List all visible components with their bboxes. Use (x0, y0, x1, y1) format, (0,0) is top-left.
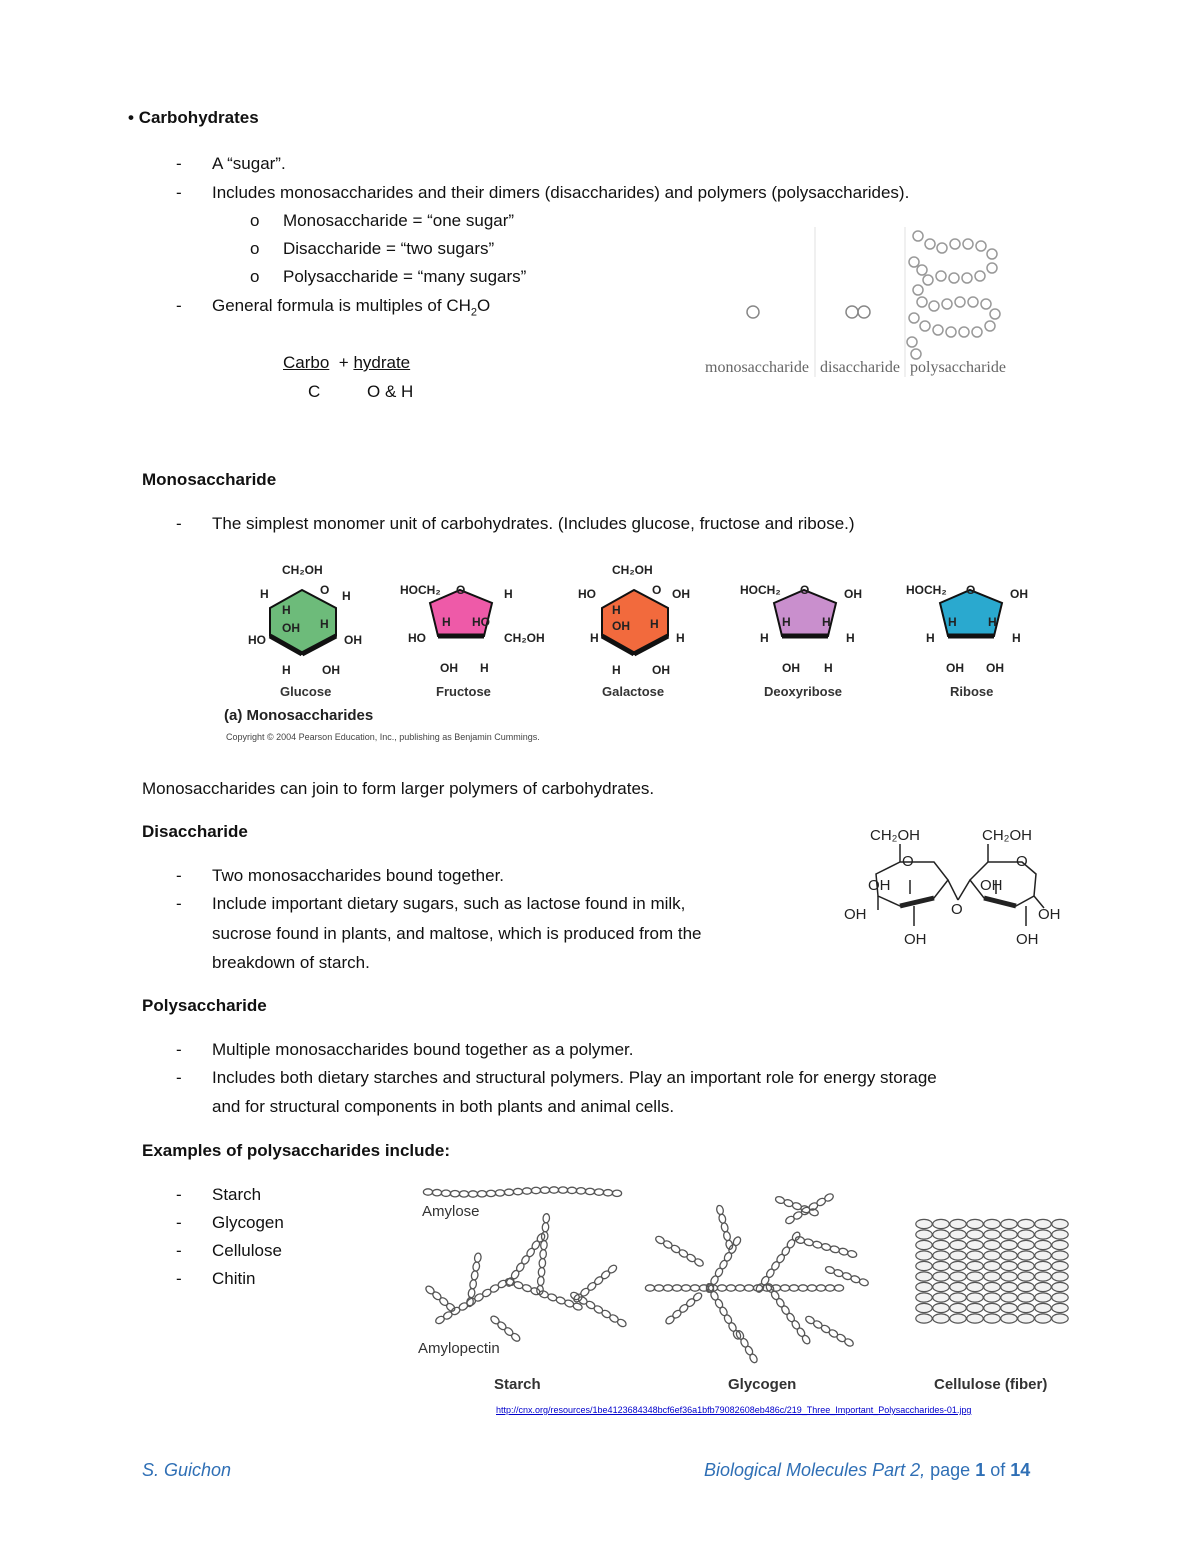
example-item: Chitin (212, 1269, 256, 1288)
svg-text:H: H (442, 615, 451, 629)
svg-text:OH: OH (282, 621, 300, 635)
amylose-label: Amylose (422, 1203, 480, 1220)
bullet-text: The simplest monomer unit of carbohydrates. (Includes glucose, fructose and ribose.) (212, 514, 855, 533)
bullet-text: Include important dietary sugars, such as lactose found in milk, (212, 894, 686, 913)
dimer-circle (846, 306, 858, 318)
svg-text:H: H (612, 663, 621, 677)
svg-text:O: O (966, 583, 976, 597)
galactose-label: Galactose (602, 684, 665, 699)
monomer-circle (747, 306, 759, 318)
oh-label: O & H (367, 382, 414, 401)
svg-text:OH: OH (844, 587, 862, 601)
svg-text:H: H (282, 603, 291, 617)
svg-text:OH: OH (344, 633, 362, 647)
dash: - (176, 1185, 182, 1204)
svg-text:H: H (782, 615, 791, 629)
svg-text:CH₂OH: CH₂OH (612, 563, 653, 577)
svg-text:O: O (800, 583, 810, 597)
amylopectin-label: Amylopectin (418, 1340, 500, 1357)
example-item: Starch (212, 1185, 262, 1204)
svg-text:OH: OH (1038, 906, 1061, 923)
figure-title: (a) Monosaccharides (224, 707, 374, 724)
bullet-text: Includes both dietary starches and structural polymers. Play an important role for energy storage (212, 1068, 937, 1087)
svg-text:OH: OH (612, 619, 630, 633)
bullet-icon: • (128, 108, 134, 127)
svg-text:OH: OH (946, 661, 964, 675)
amylose-chain (423, 1187, 621, 1197)
svg-text:OH: OH (440, 661, 458, 675)
svg-text:O: O (456, 583, 466, 597)
bullet-text: Multiple monosaccharides bound together as a polymer. (212, 1040, 634, 1059)
glucose-structure (248, 563, 362, 699)
svg-text:O: O (320, 583, 330, 597)
join-text: Monosaccharides can join to form larger polymers of carbohydrates. (142, 779, 655, 798)
label-polysaccharide: polysaccharide (910, 359, 1006, 376)
label-monosaccharide: monosaccharide (705, 359, 809, 376)
c-label: C (308, 382, 321, 401)
svg-text:H: H (282, 663, 291, 677)
polysaccharide-heading: Polysaccharide (142, 996, 267, 1015)
svg-text:OH: OH (844, 906, 867, 923)
example-item: Cellulose (212, 1241, 282, 1260)
cellulose-grid (916, 1219, 1068, 1323)
svg-text:H: H (320, 617, 329, 631)
footer-title: Biological Molecules Part 2, page 1 of 14 (704, 1460, 1031, 1480)
bullet-text-cont: sucrose found in plants, and maltose, which is produced from the (212, 924, 702, 943)
dash: - (176, 296, 182, 315)
svg-text:OH: OH (782, 661, 800, 675)
monosaccharide-heading: Monosaccharide (142, 470, 277, 489)
svg-text:H: H (822, 615, 831, 629)
svg-text:H: H (342, 589, 351, 603)
sub-bullet-text: Polysaccharide = “many sugars” (283, 267, 527, 286)
svg-text:OH: OH (1010, 587, 1028, 601)
svg-text:H: H (926, 631, 935, 645)
fructose-label: Fructose (436, 684, 491, 699)
monosaccharides-figure (220, 558, 1050, 748)
deoxyribose-structure (740, 583, 862, 699)
svg-text:HOCH₂: HOCH₂ (906, 583, 947, 597)
starch-label: Starch (494, 1376, 541, 1393)
svg-text:HOCH₂: HOCH₂ (400, 583, 441, 597)
sub-bullet-text: Monosaccharide = “one sugar” (283, 211, 515, 230)
sub-bullet-text: Disaccharide = “two sugars” (283, 239, 495, 258)
dash: - (176, 894, 182, 913)
svg-text:OH: OH (986, 661, 1004, 675)
deoxyribose-label: Deoxyribose (764, 684, 843, 699)
glycogen-label: Glycogen (728, 1376, 797, 1393)
dash: - (176, 1068, 182, 1087)
dash: - (176, 183, 182, 202)
svg-text:H: H (988, 615, 997, 629)
svg-text:OH: OH (980, 877, 1003, 894)
svg-text:CH₂OH: CH₂OH (504, 631, 545, 645)
cellulose-label: Cellulose (fiber) (934, 1376, 1048, 1393)
svg-text:CH₂OH: CH₂OH (982, 827, 1032, 844)
svg-text:H: H (650, 617, 659, 631)
formula-text: General formula is multiples of $CH_2O$ (212, 296, 491, 319)
svg-text:H: H (824, 661, 833, 675)
carbo-hydrate: Carbo + hydrate (283, 353, 411, 372)
svg-text:O: O (951, 901, 963, 918)
svg-text:HO: HO (578, 587, 596, 601)
svg-text:OH: OH (868, 877, 891, 894)
svg-text:OH: OH (672, 587, 690, 601)
svg-text:HOCH₂: HOCH₂ (740, 583, 781, 597)
amylopectin-branches (424, 1213, 627, 1342)
dash: - (176, 1241, 182, 1260)
sugar-types-figure (700, 222, 1010, 382)
dash: - (176, 1040, 182, 1059)
svg-text:H: H (480, 661, 489, 675)
example-item: Glycogen (212, 1213, 284, 1232)
dimer-circle (858, 306, 870, 318)
disaccharide-heading: Disaccharide (142, 822, 248, 841)
bullet-text: Includes monosaccharides and their dimers (disaccharides) and polymers (polysaccharides). (212, 183, 910, 202)
polysaccharides-figure (410, 1170, 1080, 1400)
dash: - (176, 514, 182, 533)
svg-text:H: H (1012, 631, 1021, 645)
disaccharide-structure (838, 822, 1078, 952)
bullet-text-cont: and for structural components in both plants and animal cells. (212, 1097, 675, 1116)
sub-bullet-marker: o (250, 211, 260, 230)
svg-text:OH: OH (322, 663, 340, 677)
bullet-text-cont: breakdown of starch. (212, 953, 370, 972)
ribose-structure (906, 583, 1028, 699)
svg-text:O: O (902, 853, 914, 870)
glycogen-branches (645, 1192, 869, 1364)
svg-text:CH₂OH: CH₂OH (282, 563, 323, 577)
dash: - (176, 1269, 182, 1288)
svg-text:O: O (652, 583, 662, 597)
svg-text:H: H (504, 587, 513, 601)
label-disaccharide: disaccharide (820, 359, 900, 376)
svg-text:O: O (1016, 853, 1028, 870)
dash: - (176, 154, 182, 173)
svg-text:OH: OH (904, 931, 927, 948)
dash: - (176, 1213, 182, 1232)
copyright: Copyright © 2004 Pearson Education, Inc., publishing as Benjamin Cummings. (226, 732, 540, 742)
sub-bullet-marker: o (250, 239, 260, 258)
svg-text:HO: HO (248, 633, 266, 647)
svg-text:H: H (260, 587, 269, 601)
svg-text:CH₂OH: CH₂OH (870, 827, 920, 844)
svg-text:H: H (846, 631, 855, 645)
svg-text:HO: HO (472, 615, 490, 629)
footer-author: S. Guichon (142, 1460, 232, 1480)
svg-text:OH: OH (652, 663, 670, 677)
dash: - (176, 866, 182, 885)
svg-text:H: H (760, 631, 769, 645)
svg-text:H: H (948, 615, 957, 629)
polymer-chain (907, 231, 1000, 359)
bullet-text: A “sugar”. (212, 154, 286, 173)
svg-text:OH: OH (1016, 931, 1039, 948)
glucose-label: Glucose (280, 684, 332, 699)
galactose-structure (578, 563, 690, 699)
source-link[interactable]: http://cnx.org/resources/1be4123684348bcf6ef36a1bfb79082608eb486c/219_Three_Important_Polysaccharides-01.jpg (496, 1405, 972, 1415)
examples-heading: Examples of polysaccharides include: (142, 1141, 451, 1160)
svg-text:H: H (612, 603, 621, 617)
fructose-structure (400, 583, 545, 699)
ribose-label: Ribose (950, 684, 994, 699)
svg-text:H: H (590, 631, 599, 645)
svg-text:HO: HO (408, 631, 426, 645)
carbohydrates-heading: • Carbohydrates (128, 108, 259, 127)
bullet-text: Two monosaccharides bound together. (212, 866, 505, 885)
svg-text:H: H (676, 631, 685, 645)
sub-bullet-marker: o (250, 267, 260, 286)
